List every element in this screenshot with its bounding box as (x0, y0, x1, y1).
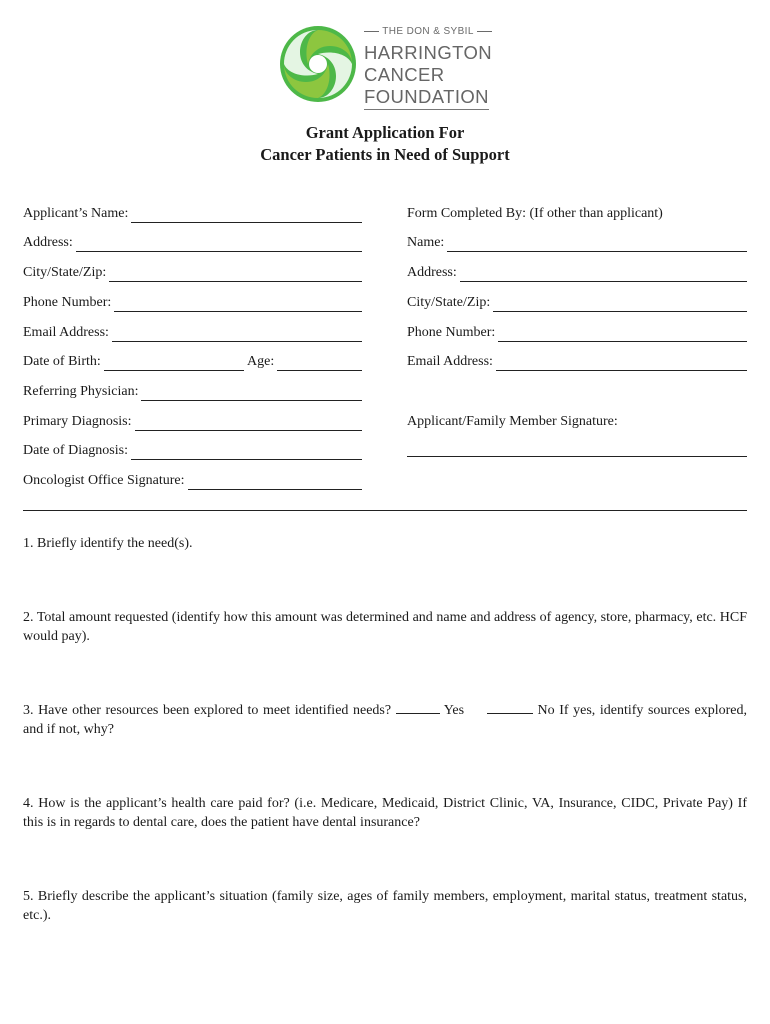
completer-name-blank[interactable] (447, 237, 747, 252)
applicant-name-field[interactable]: Applicant’s Name: (23, 205, 362, 223)
email-blank[interactable] (112, 327, 362, 342)
phone-blank[interactable] (114, 297, 362, 312)
age-blank[interactable] (277, 356, 362, 371)
oncologist-signature-blank[interactable] (188, 475, 363, 490)
city-state-zip-blank[interactable] (109, 267, 362, 282)
question-2: 2. Total amount requested (identify how this amount was determined and name and address of agency, store, pharmacy, etc. HCF would pay). (23, 610, 747, 644)
applicant-name-blank[interactable] (131, 208, 362, 223)
email-field[interactable]: Email Address: (23, 324, 362, 342)
phone-field[interactable]: Phone Number: (23, 294, 362, 312)
primary-diagnosis-field[interactable]: Primary Diagnosis: (23, 413, 362, 431)
oncologist-signature-field[interactable]: Oncologist Office Signature: (23, 472, 362, 490)
address-field[interactable]: Address: (23, 234, 362, 252)
question-4: 4. How is the applicant’s health care paid for? (i.e. Medicare, Medicaid, District Clinic, VA, Insurance, CIDC, Private Pay) If this is in regards to dental care, does the patient have dental insurance? (23, 796, 747, 830)
q3-no-blank[interactable] (487, 701, 533, 714)
address-blank[interactable] (76, 237, 362, 252)
completer-email-field[interactable]: Email Address: (407, 353, 747, 371)
completer-address-field[interactable]: Address: (407, 264, 747, 282)
completer-phone-field[interactable]: Phone Number: (407, 324, 747, 342)
q3-yes-blank[interactable] (396, 701, 440, 714)
question-5: 5. Briefly describe the applicant’s situation (family size, ages of family members, employment, marital status, treatment status, etc.). (23, 889, 747, 923)
section-divider (23, 510, 747, 511)
logo-tagline: THE DON & SYBIL (364, 26, 492, 37)
signature-blank[interactable] (407, 442, 747, 457)
question-3: 3. Have other resources been explored to meet identified needs? Yes No If yes, identify sources explored, and if not, why? (23, 703, 748, 737)
completer-address-blank[interactable] (460, 267, 747, 282)
dob-blank[interactable] (104, 356, 244, 371)
dob-field[interactable]: Date of Birth: (23, 353, 244, 371)
referring-physician-blank[interactable] (141, 386, 362, 401)
completer-name-field[interactable]: Name: (407, 234, 747, 252)
primary-diagnosis-blank[interactable] (135, 416, 363, 431)
signature-label: Applicant/Family Member Signature: (407, 414, 618, 429)
signature-field[interactable] (407, 442, 747, 457)
page-title: Grant Application For Cancer Patients in Need of Support (260, 123, 510, 164)
city-state-zip-field[interactable]: City/State/Zip: (23, 264, 362, 282)
completer-city-state-zip-field[interactable]: City/State/Zip: (407, 294, 747, 312)
date-of-diagnosis-field[interactable]: Date of Diagnosis: (23, 442, 362, 460)
completer-city-state-zip-blank[interactable] (493, 297, 747, 312)
age-field[interactable]: Age: (247, 353, 362, 371)
logo-wordmark: HARRINGTON CANCER FOUNDATION (364, 42, 492, 110)
completer-phone-blank[interactable] (498, 327, 747, 342)
swirl-logo-icon (278, 24, 358, 104)
foundation-logo (276, 14, 506, 114)
completer-email-blank[interactable] (496, 356, 747, 371)
question-1: 1. Briefly identify the need(s). (23, 536, 193, 551)
date-of-diagnosis-blank[interactable] (131, 445, 362, 460)
referring-physician-field[interactable]: Referring Physician: (23, 383, 362, 401)
form-completed-by-label: Form Completed By: (If other than applicant) (407, 206, 663, 221)
